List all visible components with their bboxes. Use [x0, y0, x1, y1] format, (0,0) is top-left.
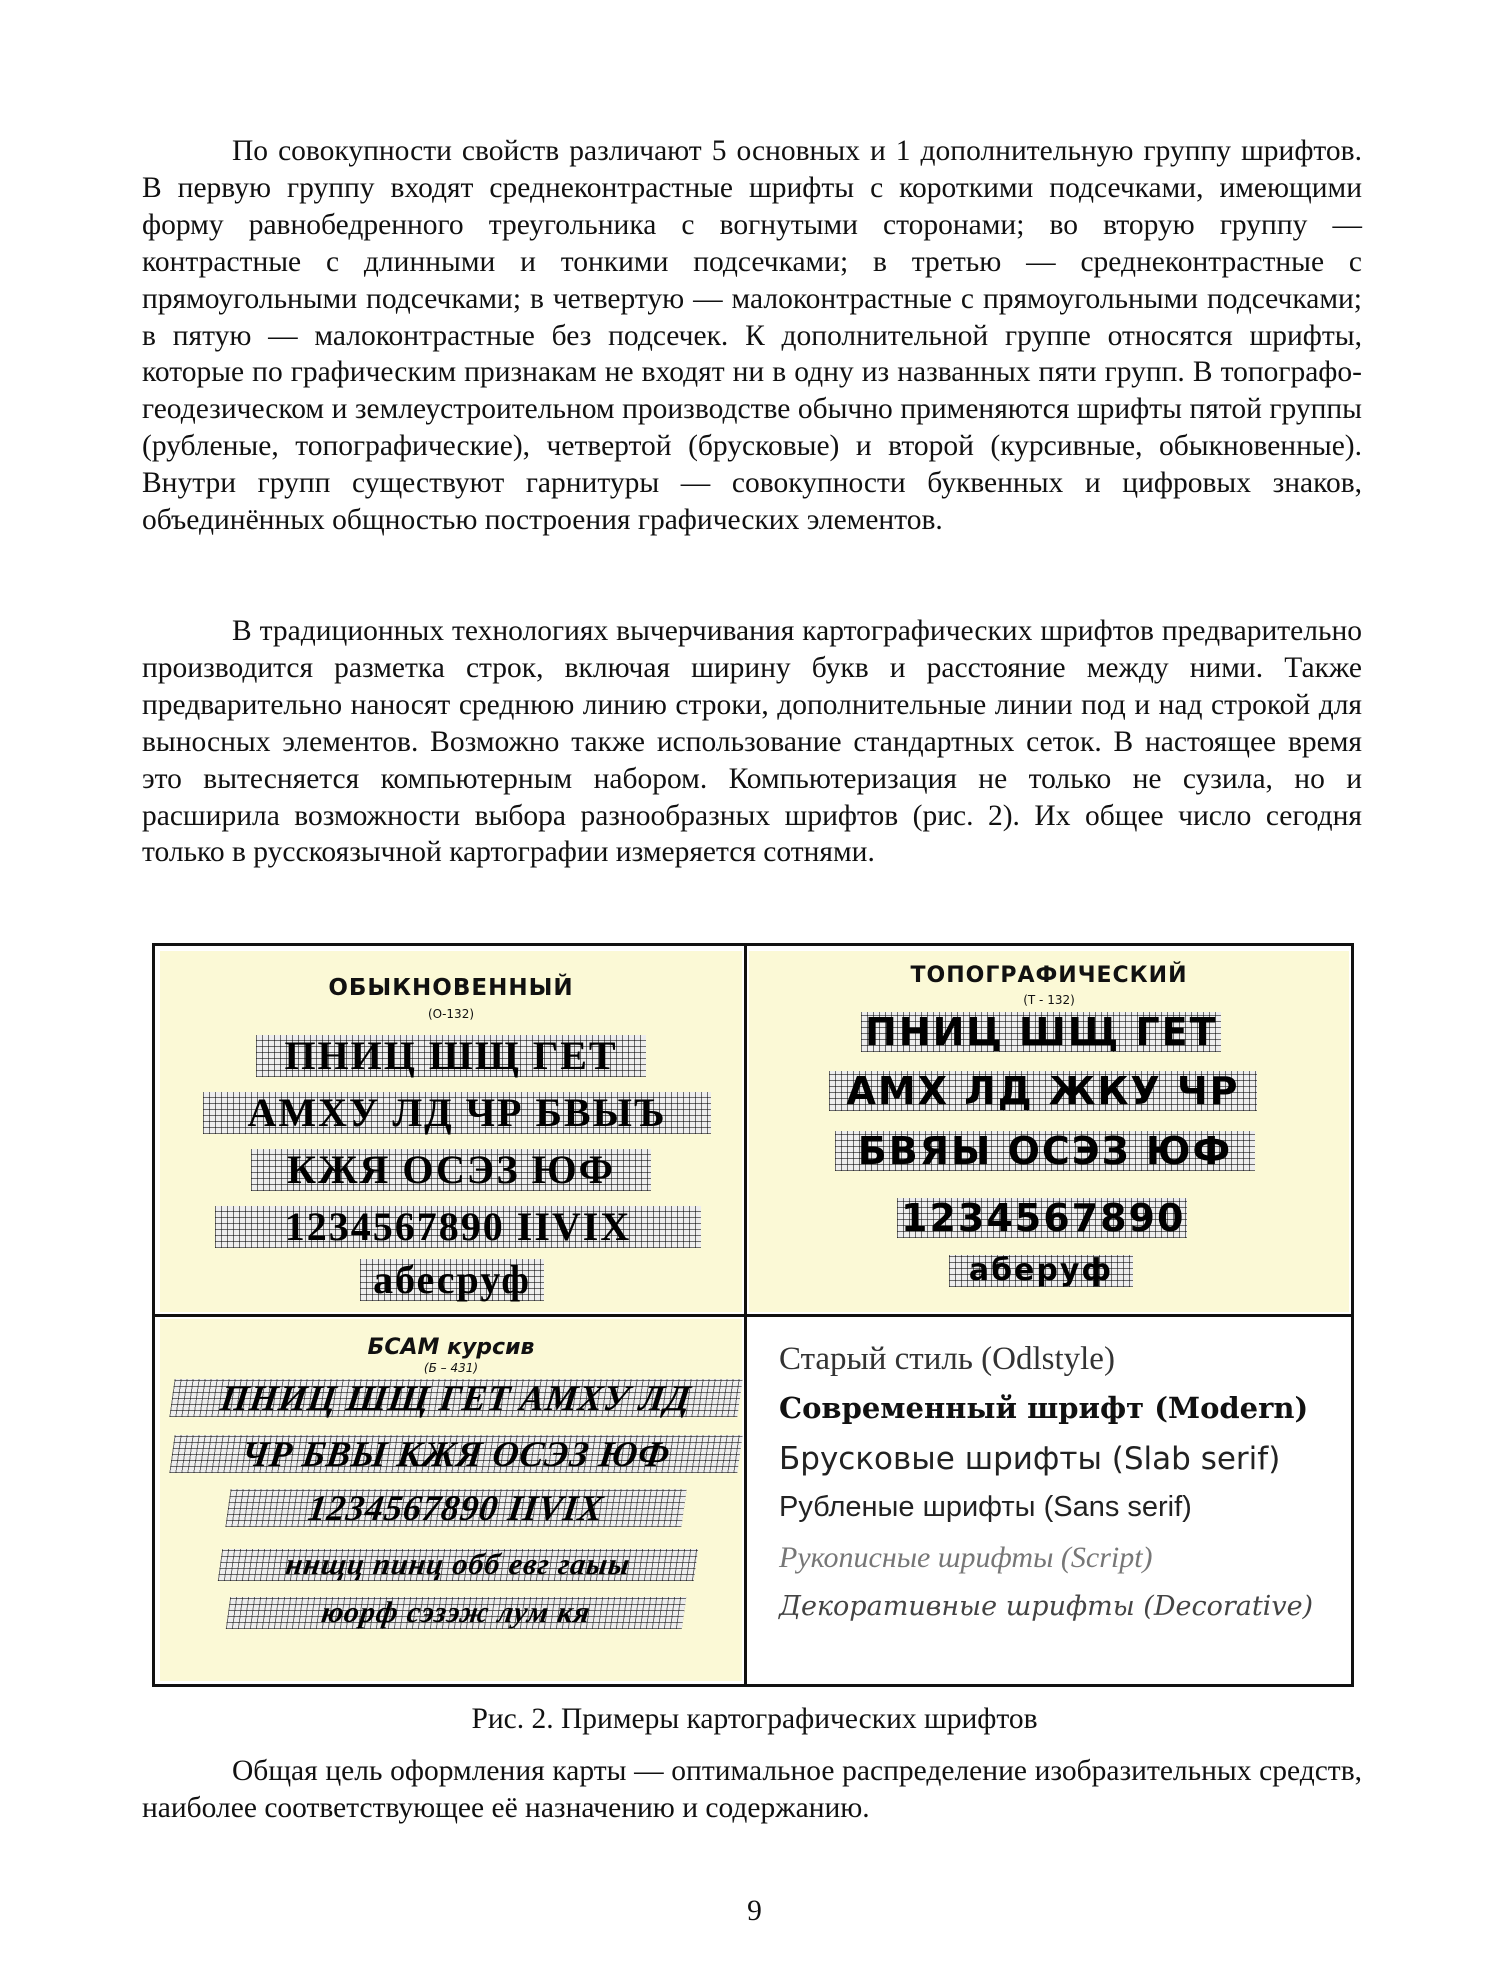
page-number: 9: [747, 1895, 762, 1927]
figure-font-samples: [152, 943, 1354, 1687]
panel-2-line-1: ПНИЦ ШЩ ГЕТ: [861, 1012, 1221, 1052]
panel-3-code: (Б – 431): [423, 1361, 479, 1375]
panel-1-title: ОБЫКНОВЕННЫЙ: [328, 975, 574, 1001]
panel-3-title: БСАМ курсив: [367, 1335, 535, 1360]
panel-3-line-1: ПНИЦ ШЩ ГЕТ АМХУ ЛД: [169, 1379, 742, 1417]
panel-1-line-1: ПНИЦ ШЩ ГЕТ: [256, 1035, 646, 1077]
panel-1-line-2: АМХУ ЛД ЧР БВЫЪ: [203, 1092, 711, 1134]
panel-1-line-5: абесруф: [360, 1259, 544, 1301]
panel-2-line-3: БВЯЫ ОСЭЗ ЮФ: [835, 1131, 1255, 1171]
font-style-decorative: Декоративные шрифты (Decorative): [779, 1591, 1314, 1622]
panel-2-title: ТОПОГРАФИЧЕСКИЙ: [910, 963, 1188, 988]
paragraph-2: [142, 613, 1362, 871]
paragraph-2-text: В традиционных технологиях вычерчивания картографических шрифтов предварительно производится разметка строк, включая ширину букв и расстояние между ними. Также предварительно наносят среднюю линию строки, дополнительные линии под и над строкой для выносных элементов. Возможно также использование стандартных сеток. В настоящее время это вытесняется компьютерным набором. Компьютеризация не только не сузила, но и расширила возможности выбора разнообразных шрифтов (рис. 2). Их общее число сегодня только в русскоязычной картографии измеряется сотнями.: [142, 615, 1362, 869]
panel-1-line-3: КЖЯ ОСЭЗ ЮФ: [251, 1149, 651, 1191]
paragraph-3-text: Общая цель оформления карты — оптимальное распределение изобразительных средств, наиболее соответствующее её назначению и содержанию.: [142, 1755, 1362, 1824]
panel-font-styles: [749, 1319, 1349, 1681]
panel-2-line-4: 1234567890: [897, 1198, 1187, 1238]
panel-bsam-kursiv: [160, 1319, 742, 1681]
panel-2-line-2: АМХ ЛД ЖКУ ЧР: [829, 1071, 1257, 1111]
panel-topografichesky: [749, 951, 1349, 1312]
font-style-modern: Современный шрифт (Modern): [779, 1391, 1309, 1425]
paragraph-1-text: По совокупности свойств различают 5 основных и 1 дополнительную группу шрифтов. В первую группу входят среднеконтрастные шрифты с короткими подсечками, имеющими форму равнобедренного треугольника с вогнутыми сторонами; во вторую группу — контрастные с длинными и тонкими подсечками; в третью — среднеконтрастные с прямоугольными подсечками; в четвертую — малоконтрастные с прямоугольными подсечками; в пятую — малоконтрастные без подсечек. К дополнительной группе относятся шрифты, которые по графическим признакам не входят ни в одну из названных пяти групп. В топографо-геодезическом и землеустроительном производстве обычно применяются шрифты пятой группы (рубленые, топографические), четвертой (брусковые) и второй (курсивные, обыкновенные). Внутри групп существуют гарнитуры — совокупности буквенных и цифровых знаков, объединённых общностью построения графических элементов.: [142, 135, 1362, 537]
figure-horizontal-divider: [155, 1314, 1351, 1317]
panel-3-line-2: ЧР БВЫ КЖЯ ОСЭЗ ЮФ: [169, 1435, 742, 1473]
panel-2-line-5: аберуф: [949, 1255, 1133, 1287]
panel-1-line-4: 1234567890 IIVIX: [215, 1206, 701, 1248]
paragraph-1: [142, 133, 1362, 539]
paragraph-3: [142, 1753, 1362, 1827]
panel-obyknovenny: [160, 951, 742, 1312]
font-style-sans-serif: Рубленые шрифты (Sans serif): [779, 1491, 1192, 1523]
panel-3-line-3: 1234567890 IIVIX: [225, 1489, 686, 1527]
font-style-slab-serif: Брусковые шрифты (Slab serif): [779, 1441, 1281, 1477]
font-style-script: Рукописные шрифты (Script): [779, 1541, 1153, 1574]
panel-3-line-4: ннщц пинц обб евг гаыы: [218, 1549, 698, 1581]
panel-2-code: (Т - 132): [1023, 993, 1075, 1007]
panel-1-code: (О-132): [427, 1007, 475, 1021]
figure-caption: Рис. 2. Примеры картографических шрифтов: [471, 1703, 1038, 1735]
font-style-oldstyle: Старый стиль (Odlstyle): [779, 1341, 1115, 1377]
panel-3-line-5: юорф сэзэж лум кя: [226, 1597, 686, 1629]
